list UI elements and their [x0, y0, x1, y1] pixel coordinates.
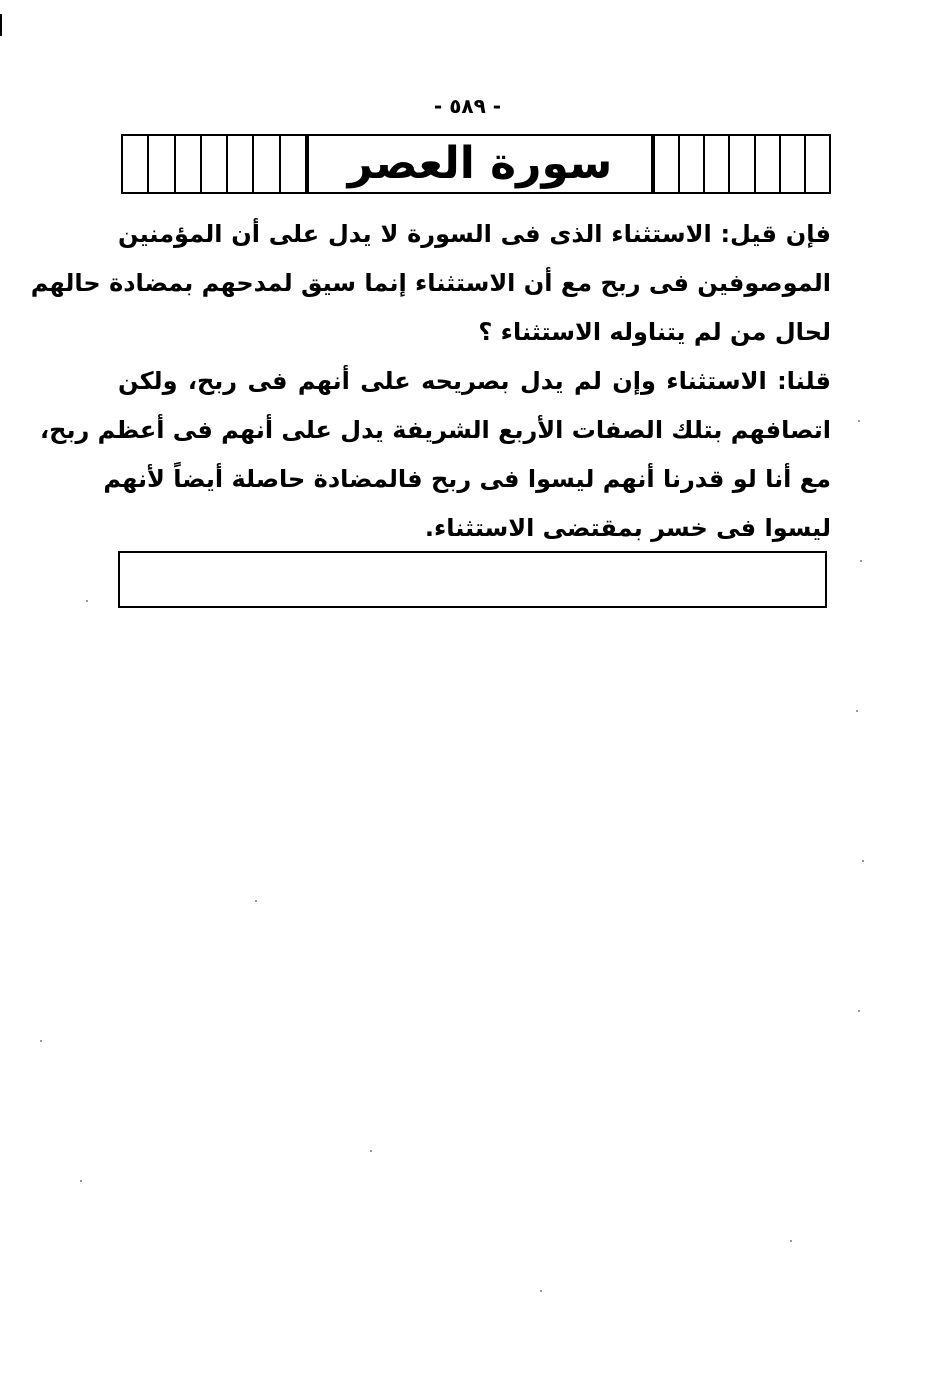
paragraph-answer [40, 357, 831, 553]
scan-speck [255, 900, 257, 902]
decorative-bar [149, 136, 175, 192]
text-line: الموصوفين فى ربح مع أن الاستثناء إنما سيق لمدحهم بمضادة حالهم [30, 269, 831, 297]
decorative-bar [653, 136, 680, 192]
decorative-bar [756, 136, 781, 192]
decorative-bar [781, 136, 806, 192]
surah-title-box [307, 136, 653, 192]
scan-speck [86, 600, 88, 602]
scan-speck [540, 1290, 542, 1292]
scan-speck [862, 860, 864, 862]
text-line: ليسوا فى خسر بمقتضى الاستثناء. [424, 514, 831, 542]
text-line: مع أنا لو قدرنا أنهم ليسوا فى ربح فالمضادة حاصلة أيضاً لأنهم [103, 465, 831, 493]
paragraph-question [30, 210, 831, 357]
text-line: اتصافهم بتلك الصفات الأربع الشريفة يدل على أنهم فى أعظم ربح، [40, 416, 831, 444]
body-text [30, 210, 831, 553]
scan-speck [860, 560, 862, 562]
decorative-bar [228, 136, 254, 192]
scan-speck [80, 1180, 82, 1182]
text-line: قلنا: الاستثناء وإن لم يدل بصريحه على أنهم فى ربح، ولكن [118, 367, 831, 395]
text-line: فإن قيل: الاستثناء الذى فى السورة لا يدل على أن المؤمنين [118, 220, 831, 248]
decorative-bar [123, 136, 149, 192]
scan-speck [858, 420, 860, 422]
scan-speck [856, 710, 858, 712]
decorative-bars-left [123, 136, 307, 192]
scan-edge-mark [0, 14, 2, 36]
decorative-bar [730, 136, 755, 192]
decorative-bars-right [653, 136, 829, 192]
scan-speck [790, 1240, 792, 1242]
decorative-bar [176, 136, 202, 192]
decorative-bar [705, 136, 730, 192]
section-end-box [118, 551, 827, 608]
decorative-bar [202, 136, 228, 192]
scan-speck [370, 1150, 372, 1152]
surah-title: سورة العصر [347, 138, 613, 189]
decorative-bar [806, 136, 829, 192]
decorative-bar [281, 136, 307, 192]
scan-speck [858, 1010, 860, 1012]
decorative-bar [680, 136, 705, 192]
scan-speck [40, 1040, 42, 1042]
surah-title-frame [121, 134, 831, 194]
decorative-bar [254, 136, 280, 192]
page-number: - ٥٨٩ - [433, 94, 502, 118]
text-line: لحال من لم يتناوله الاستثناء ؟ [478, 318, 831, 346]
